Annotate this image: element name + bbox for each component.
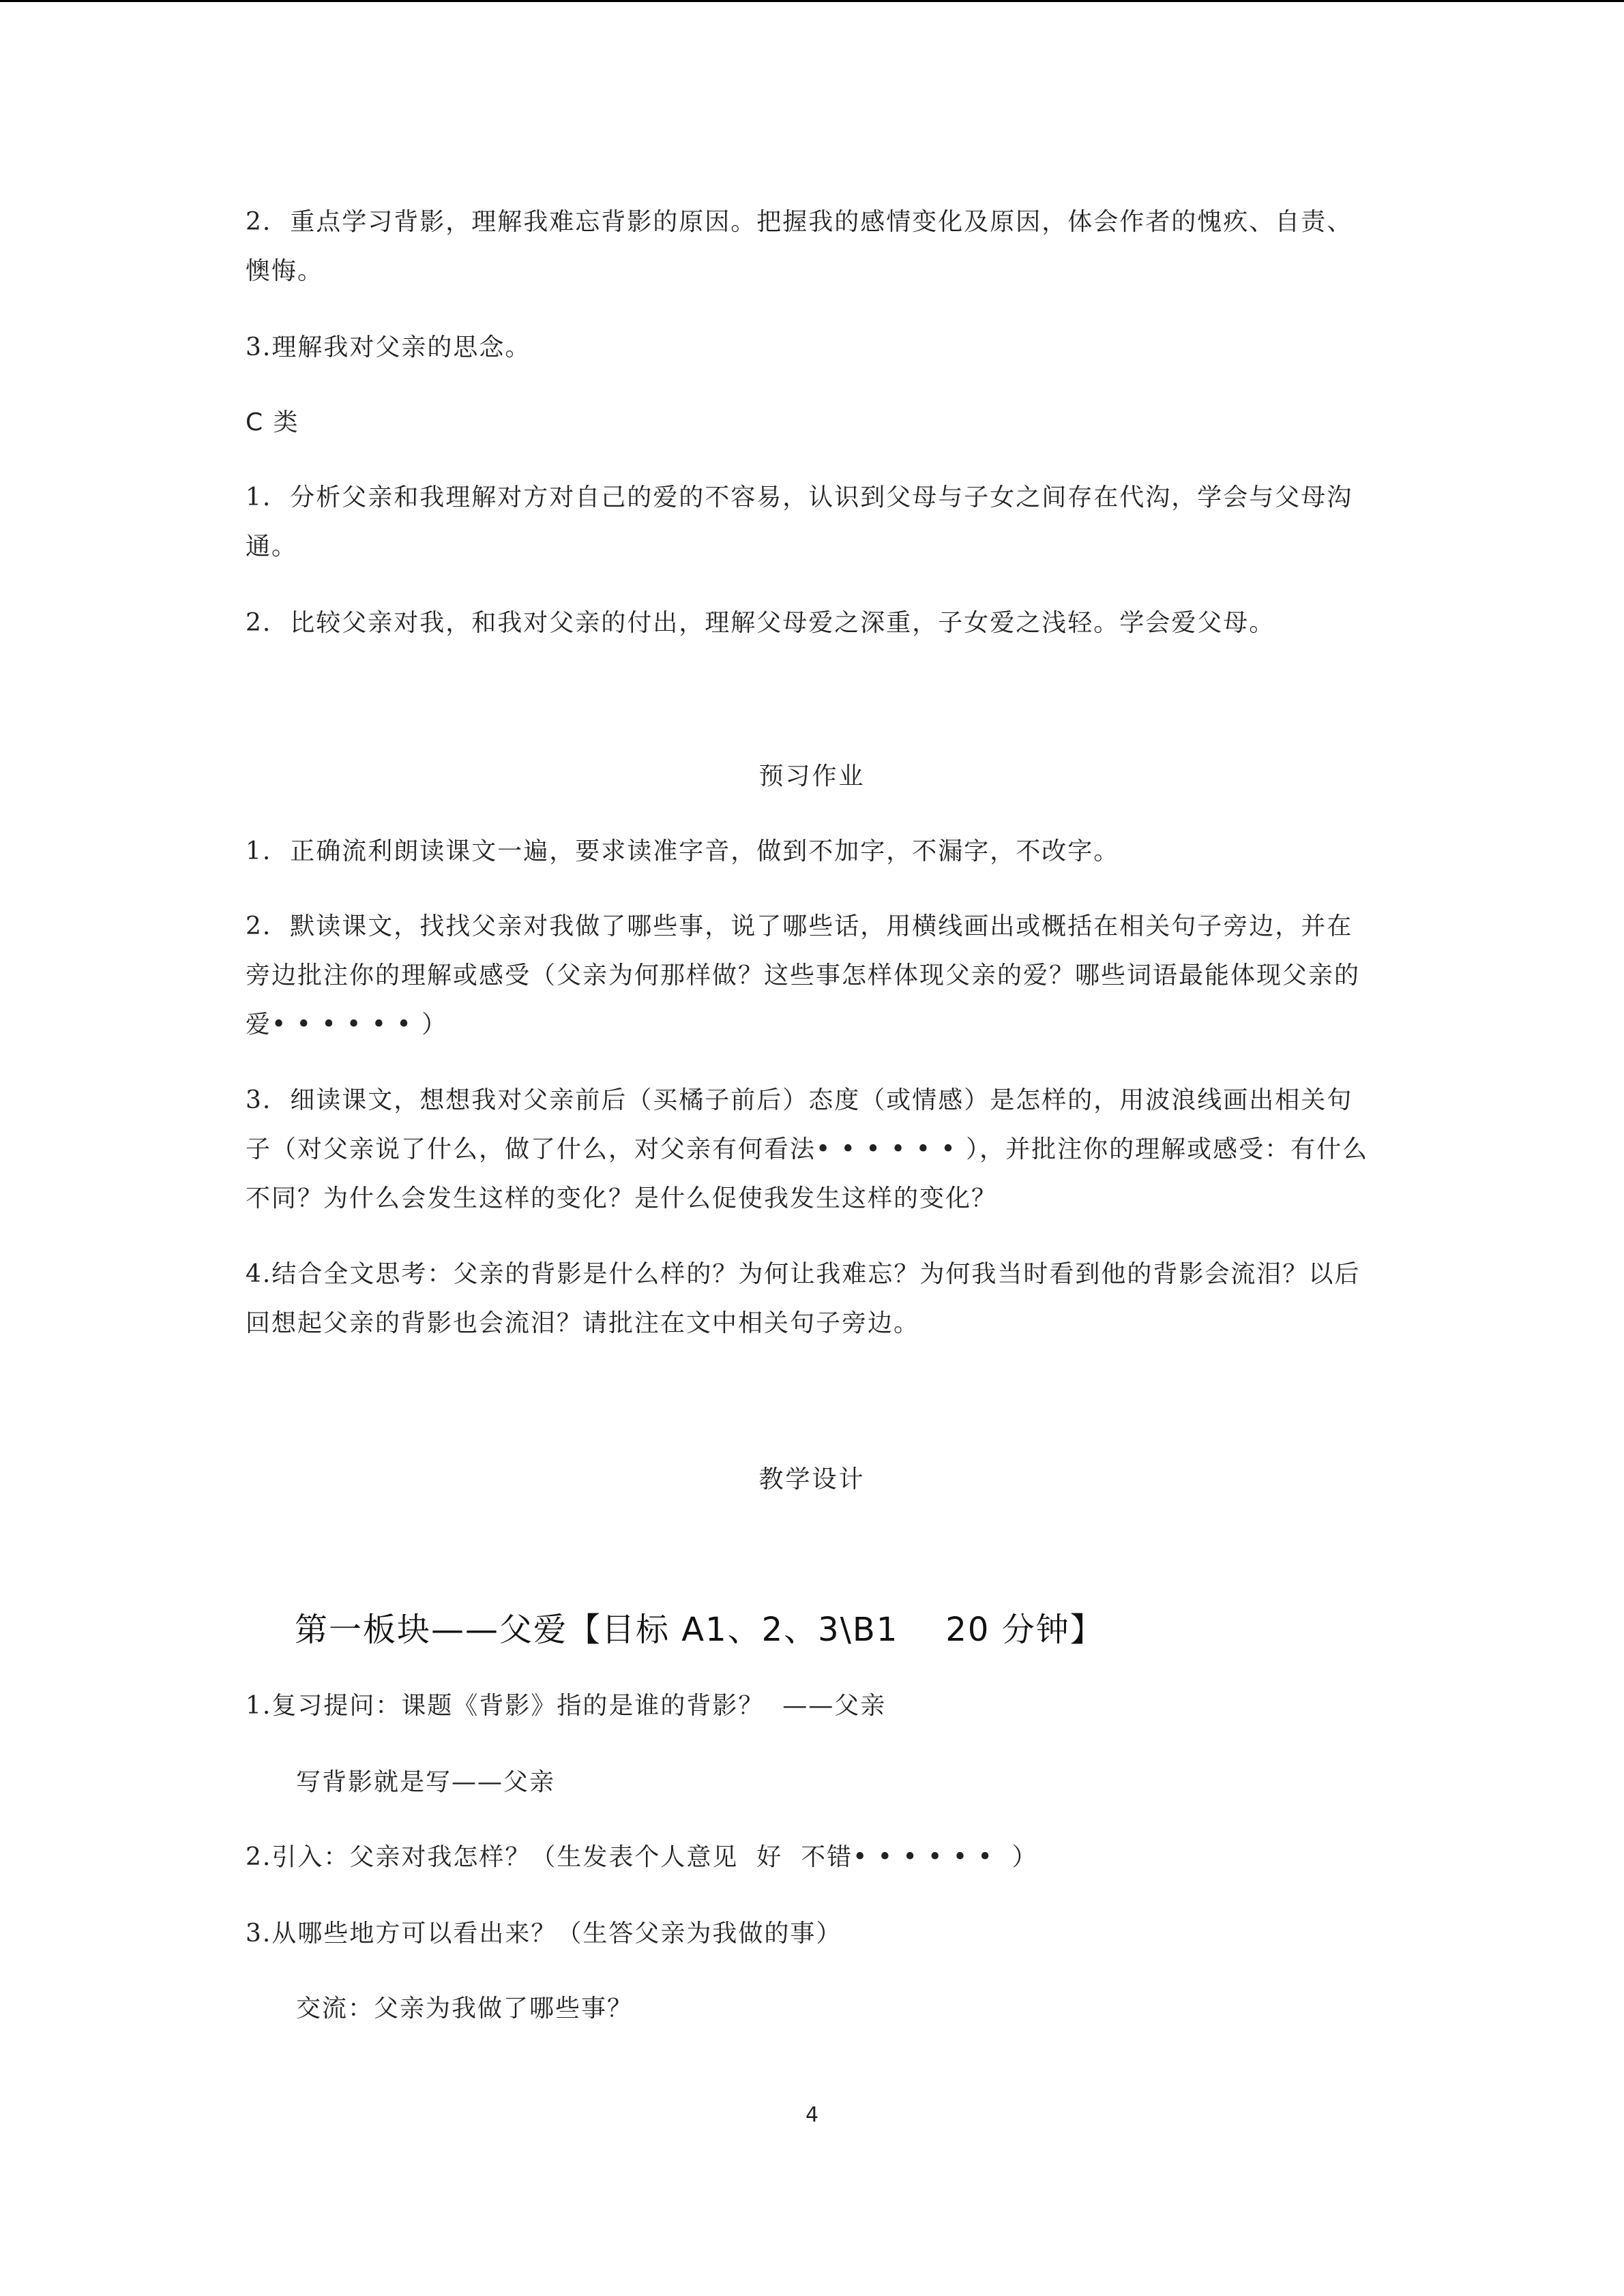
objective-c2: 2. 比较父亲对我，和我对父亲的付出，理解父母爱之深重，子女爱之浅轻。学会爱父母。 [246, 609, 1275, 637]
page-top-border [0, 0, 1624, 2]
preview-item-3: 3. 细读课文，想想我对父亲前后（买橘子前后）态度（或情感）是怎样的，用波浪线画出相关句子（对父亲说了什么，做了什么，对父亲有何看法• • • • • • ），并批注你的理解或感受：有什么不同？为什么会发生这样的变化？是什么促使我发生这样的变化？ [246, 1086, 1369, 1212]
page-number: 4 [805, 2103, 819, 2127]
objective-c1: 1. 分析父亲和我理解对方对自己的爱的不容易，认识到父母与子女之间存在代沟，学会与父母沟通。 [246, 483, 1353, 561]
design-line-3: 2.引入：父亲对我怎样？（生发表个人意见 好 不错• • • • • • ） [246, 1843, 1038, 1871]
objective-b2: 2. 重点学习背影，理解我难忘背影的原因。把握我的感情变化及原因，体会作者的愧疚、自责、懊悔。 [246, 208, 1353, 285]
preview-item-1: 1. 正确流利朗读课文一遍，要求读准字音，做到不加字，不漏字，不改字。 [246, 837, 1120, 865]
design-line-4: 3.从哪些地方可以看出来？（生答父亲为我做的事） [246, 1920, 842, 1948]
design-line-5: 交流：父亲为我做了哪些事？ [296, 1995, 634, 2023]
section-one-heading: 第一板块——父爱【目标 A1、2、3\B1 20 分钟】 [295, 1611, 1104, 1649]
objective-b3: 3.理解我对父亲的思念。 [246, 333, 531, 361]
preview-homework-title: 预习作业 [758, 762, 866, 790]
preview-item-4: 4.结合全文思考：父亲的背影是什么样的？为何让我难忘？为何我当时看到他的背影会流泪？以后回想起父亲的背影也会流泪？请批注在文中相关句子旁边。 [246, 1260, 1361, 1337]
design-line-2: 写背影就是写——父亲 [296, 1768, 556, 1796]
category-c-heading: C 类 [246, 408, 299, 436]
preview-item-2: 2. 默读课文，找找父亲对我做了哪些事，说了哪些话，用横线画出或概括在相关句子旁边，并在旁边批注你的理解或感受（父亲为何那样做？这些事怎样体现父亲的爱？哪些词语最能体现父亲的爱• • • • • • ） [246, 912, 1361, 1039]
teaching-design-title: 教学设计 [758, 1465, 866, 1493]
design-line-1: 1.复习提问：课题《背影》指的是谁的背影？ ——父亲 [246, 1692, 887, 1720]
